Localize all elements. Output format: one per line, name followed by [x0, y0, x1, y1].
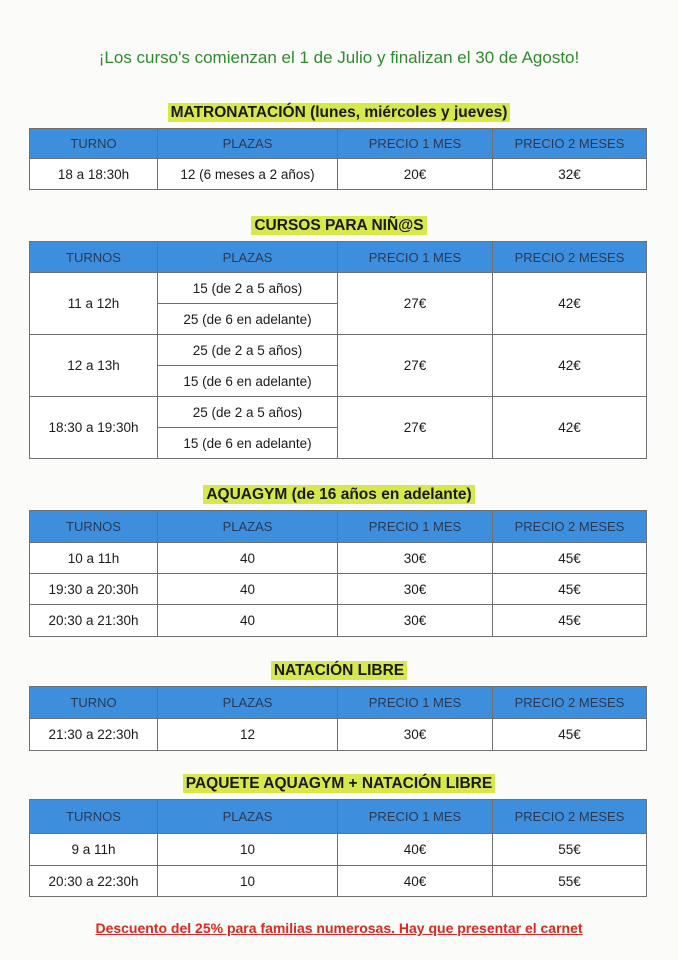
cell-plazas: 10	[158, 866, 338, 897]
table-paquete	[29, 799, 647, 897]
table-header-row	[30, 242, 647, 273]
table-row	[30, 397, 647, 428]
cell-plazas: 25 (de 2 a 5 años)	[158, 397, 338, 428]
section-title-text: NATACIÓN LIBRE	[271, 661, 407, 680]
cell-precio-2-meses: 55€	[493, 834, 647, 866]
header-precio-2-meses: PRECIO 2 MESES	[493, 800, 647, 834]
cell-plazas: 12 (6 meses a 2 años)	[158, 159, 338, 190]
header-precio-2-meses: PRECIO 2 MESES	[493, 242, 647, 273]
table-header-row	[30, 511, 647, 543]
table-row	[30, 866, 647, 897]
header-plazas: PLAZAS	[158, 511, 338, 543]
cell-turno: 11 a 12h	[30, 273, 158, 335]
table-matronatacion	[29, 128, 647, 190]
cell-turno: 12 a 13h	[30, 335, 158, 397]
cell-turno: 20:30 a 22:30h	[30, 866, 158, 897]
cell-precio-2-meses: 55€	[493, 866, 647, 897]
cell-plazas: 25 (de 6 en adelante)	[158, 304, 338, 335]
cell-precio-1-mes: 27€	[338, 397, 493, 459]
header-turnos: TURNOS	[30, 242, 158, 273]
cell-precio-2-meses: 32€	[493, 159, 647, 190]
cell-turno: 20:30 a 21:30h	[30, 605, 158, 637]
section-title-text: MATRONATACIÓN (lunes, miércoles y jueves)	[168, 103, 511, 122]
table-natacion-libre	[29, 686, 647, 751]
header-turno: TURNO	[30, 687, 158, 719]
cell-precio-1-mes: 30€	[338, 605, 493, 637]
table-row	[30, 574, 647, 605]
table-row	[30, 605, 647, 637]
cell-precio-1-mes: 40€	[338, 834, 493, 866]
header-plazas: PLAZAS	[158, 242, 338, 273]
cell-precio-1-mes: 30€	[338, 719, 493, 751]
table-ninos	[29, 241, 647, 459]
header-turnos: TURNOS	[30, 511, 158, 543]
section-title-paquete	[0, 775, 678, 793]
cell-precio-1-mes: 30€	[338, 543, 493, 574]
header-precio-1-mes: PRECIO 1 MES	[338, 242, 493, 273]
header-turnos: TURNOS	[30, 800, 158, 834]
header-precio-2-meses: PRECIO 2 MESES	[493, 687, 647, 719]
discount-note: Descuento del 25% para familias numerosas. Hay que presentar el carnet	[95, 920, 583, 936]
cell-precio-2-meses: 45€	[493, 574, 647, 605]
cell-precio-2-meses: 42€	[493, 335, 647, 397]
cell-plazas: 25 (de 2 a 5 años)	[158, 335, 338, 366]
table-header-row	[30, 800, 647, 834]
section-title-text: CURSOS PARA NIÑ@S	[251, 216, 426, 235]
table-aquagym	[29, 510, 647, 637]
cell-precio-1-mes: 27€	[338, 335, 493, 397]
cell-turno: 18:30 a 19:30h	[30, 397, 158, 459]
cell-turno: 18 a 18:30h	[30, 159, 158, 190]
table-header-row	[30, 129, 647, 159]
cell-plazas: 40	[158, 543, 338, 574]
header-turno: TURNO	[30, 129, 158, 159]
header-precio-1-mes: PRECIO 1 MES	[338, 800, 493, 834]
headline: ¡Los curso's comienzan el 1 de Julio y finalizan el 30 de Agosto!	[98, 48, 580, 67]
cell-plazas: 10	[158, 834, 338, 866]
cell-turno: 21:30 a 22:30h	[30, 719, 158, 751]
header-precio-1-mes: PRECIO 1 MES	[338, 687, 493, 719]
section-title-text: AQUAGYM (de 16 años en adelante)	[203, 485, 474, 504]
section-title-text: PAQUETE AQUAGYM + NATACIÓN LIBRE	[183, 774, 495, 793]
header-plazas: PLAZAS	[158, 800, 338, 834]
table-row	[30, 335, 647, 366]
cell-turno: 9 a 11h	[30, 834, 158, 866]
section-title-natacion-libre	[0, 662, 678, 680]
cell-precio-2-meses: 45€	[493, 719, 647, 751]
cell-precio-1-mes: 20€	[338, 159, 493, 190]
section-title-matronatacion	[0, 104, 678, 122]
cell-precio-2-meses: 42€	[493, 273, 647, 335]
cell-plazas: 40	[158, 605, 338, 637]
header-plazas: PLAZAS	[158, 129, 338, 159]
header-precio-2-meses: PRECIO 2 MESES	[493, 511, 647, 543]
table-row	[30, 159, 647, 190]
cell-plazas: 15 (de 2 a 5 años)	[158, 273, 338, 304]
cell-precio-1-mes: 27€	[338, 273, 493, 335]
table-row	[30, 273, 647, 304]
cell-plazas: 15 (de 6 en adelante)	[158, 428, 338, 459]
table-header-row	[30, 687, 647, 719]
table-row	[30, 543, 647, 574]
section-title-aquagym	[0, 486, 678, 504]
cell-turno: 19:30 a 20:30h	[30, 574, 158, 605]
cell-plazas: 40	[158, 574, 338, 605]
cell-plazas: 12	[158, 719, 338, 751]
cell-precio-1-mes: 30€	[338, 574, 493, 605]
cell-turno: 10 a 11h	[30, 543, 158, 574]
header-precio-1-mes: PRECIO 1 MES	[338, 129, 493, 159]
table-row	[30, 719, 647, 751]
section-title-ninos	[0, 217, 678, 235]
header-precio-1-mes: PRECIO 1 MES	[338, 511, 493, 543]
cell-precio-1-mes: 40€	[338, 866, 493, 897]
table-row	[30, 834, 647, 866]
header-plazas: PLAZAS	[158, 687, 338, 719]
header-precio-2-meses: PRECIO 2 MESES	[493, 129, 647, 159]
cell-precio-2-meses: 45€	[493, 605, 647, 637]
cell-precio-2-meses: 42€	[493, 397, 647, 459]
cell-plazas: 15 (de 6 en adelante)	[158, 366, 338, 397]
cell-precio-2-meses: 45€	[493, 543, 647, 574]
